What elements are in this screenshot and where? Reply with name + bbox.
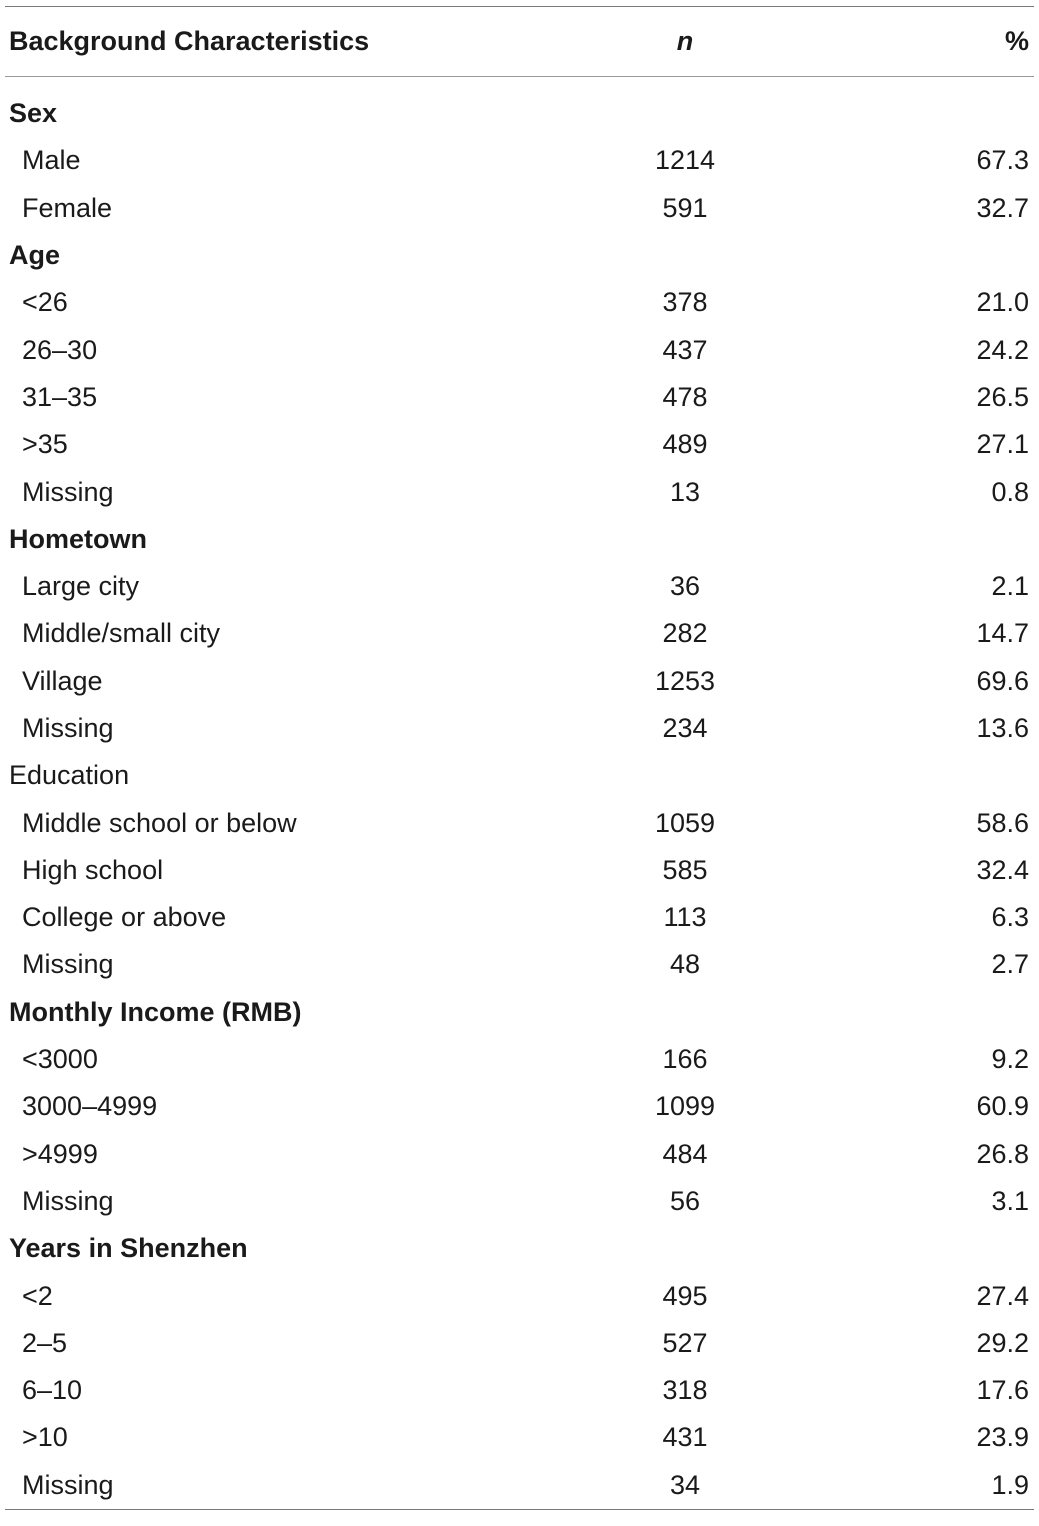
row-n-value: 1253 bbox=[654, 665, 716, 696]
row-percent-value: 14.7 bbox=[976, 618, 1029, 649]
row-label: <26 bbox=[22, 287, 68, 318]
table-row bbox=[5, 326, 1034, 373]
table-header-rule bbox=[5, 76, 1034, 77]
row-percent-value: 1.9 bbox=[991, 1469, 1029, 1500]
table-row bbox=[5, 847, 1034, 894]
characteristics-table bbox=[5, 6, 1034, 1510]
row-percent-value: 27.1 bbox=[976, 429, 1029, 460]
row-label: Middle school or below bbox=[22, 807, 297, 838]
row-percent-value: 58.6 bbox=[976, 807, 1029, 838]
row-percent-value: 60.9 bbox=[976, 1091, 1029, 1122]
row-label: >10 bbox=[22, 1422, 68, 1453]
table-row bbox=[5, 799, 1034, 846]
row-label: Large city bbox=[22, 571, 140, 602]
row-percent-value: 2.1 bbox=[991, 571, 1029, 602]
table-row bbox=[5, 1036, 1034, 1083]
row-label: Missing bbox=[22, 949, 114, 980]
row-percent-value: 3.1 bbox=[991, 1185, 1029, 1216]
row-percent-value: 29.2 bbox=[976, 1327, 1029, 1358]
table-row bbox=[5, 1272, 1034, 1319]
row-percent-value: 32.4 bbox=[976, 854, 1029, 885]
row-n-value: 495 bbox=[662, 1280, 708, 1311]
group-title: Hometown bbox=[9, 523, 147, 554]
table-row bbox=[5, 1414, 1034, 1461]
row-label: College or above bbox=[22, 902, 227, 933]
row-n-value: 591 bbox=[662, 192, 708, 223]
header-background-characteristics: Background Characteristics bbox=[9, 26, 370, 56]
row-label: <3000 bbox=[22, 1044, 98, 1075]
row-label: Village bbox=[22, 665, 103, 696]
group-title-row bbox=[5, 516, 1034, 563]
row-n-value: 318 bbox=[662, 1375, 708, 1406]
row-label: >4999 bbox=[22, 1138, 98, 1169]
row-percent-value: 27.4 bbox=[976, 1280, 1029, 1311]
row-label: Female bbox=[22, 192, 113, 223]
table-bottom-rule bbox=[5, 1509, 1034, 1510]
row-n-value: 113 bbox=[663, 902, 707, 933]
row-label: Male bbox=[22, 145, 81, 176]
row-label: 26–30 bbox=[22, 334, 98, 365]
row-percent-value: 24.2 bbox=[976, 334, 1029, 365]
row-n-value: 431 bbox=[662, 1422, 708, 1453]
row-n-value: 527 bbox=[662, 1327, 708, 1358]
row-percent-value: 6.3 bbox=[991, 902, 1029, 933]
row-label: 6–10 bbox=[22, 1375, 83, 1406]
group-title: Years in Shenzhen bbox=[9, 1233, 248, 1264]
row-n-value: 1099 bbox=[654, 1091, 716, 1122]
table-body bbox=[5, 90, 1034, 1509]
table-row bbox=[5, 563, 1034, 610]
table-row bbox=[5, 137, 1034, 184]
row-label: Missing bbox=[22, 1185, 114, 1216]
table-row bbox=[5, 1178, 1034, 1225]
table-row bbox=[5, 1083, 1034, 1130]
row-n-value: 378 bbox=[662, 287, 708, 318]
row-percent-value: 26.8 bbox=[976, 1138, 1029, 1169]
row-n-value: 1059 bbox=[654, 807, 716, 838]
group-title: Age bbox=[9, 240, 61, 271]
group-title: Education bbox=[9, 760, 130, 791]
table-row bbox=[5, 1320, 1034, 1367]
row-percent-value: 0.8 bbox=[991, 476, 1029, 507]
table-row bbox=[5, 1131, 1034, 1178]
header-n: n bbox=[676, 26, 694, 56]
group-title-row bbox=[5, 232, 1034, 279]
row-n-value: 437 bbox=[662, 334, 708, 365]
row-percent-value: 13.6 bbox=[976, 713, 1029, 743]
group-title-row bbox=[5, 1225, 1034, 1272]
row-n-value: 585 bbox=[662, 854, 708, 885]
row-percent-value: 9.2 bbox=[991, 1044, 1029, 1075]
row-label: 31–35 bbox=[22, 381, 98, 412]
row-n-value: 1214 bbox=[654, 145, 716, 176]
table-row bbox=[5, 894, 1034, 941]
table-row bbox=[5, 941, 1034, 988]
table-header-row bbox=[5, 7, 1034, 76]
row-label: High school bbox=[22, 854, 164, 885]
group-title: Monthly Income (RMB) bbox=[9, 996, 302, 1027]
row-n-value: 478 bbox=[662, 381, 708, 412]
row-label: <2 bbox=[22, 1280, 53, 1311]
row-label: 3000–4999 bbox=[22, 1091, 158, 1122]
table-row bbox=[5, 705, 1034, 752]
row-percent-value: 17.6 bbox=[976, 1375, 1029, 1406]
row-n-value: 56 bbox=[669, 1185, 701, 1216]
row-n-value: 48 bbox=[669, 949, 701, 980]
row-n-value: 489 bbox=[662, 429, 708, 460]
table-row bbox=[5, 1367, 1034, 1414]
row-label: >35 bbox=[22, 429, 68, 460]
group-title: Sex bbox=[9, 98, 58, 129]
row-n-value: 36 bbox=[669, 571, 701, 602]
row-n-value: 13 bbox=[669, 476, 701, 507]
row-percent-value: 67.3 bbox=[976, 145, 1029, 176]
row-n-value: 484 bbox=[662, 1138, 708, 1169]
row-percent-value: 32.7 bbox=[976, 192, 1029, 223]
row-label: 2–5 bbox=[22, 1327, 68, 1358]
group-title-row bbox=[5, 752, 1034, 799]
row-label: Missing bbox=[22, 476, 114, 507]
table-row bbox=[5, 374, 1034, 421]
table-row bbox=[5, 185, 1034, 232]
row-n-value: 234 bbox=[662, 713, 708, 743]
table-row bbox=[5, 1462, 1034, 1509]
table-row bbox=[5, 279, 1034, 326]
row-label: Missing bbox=[22, 1469, 114, 1500]
row-percent-value: 26.5 bbox=[976, 381, 1029, 412]
header-percent: % bbox=[1004, 26, 1029, 56]
row-n-value: 166 bbox=[662, 1044, 708, 1075]
row-percent-value: 69.6 bbox=[976, 665, 1029, 696]
group-title-row bbox=[5, 989, 1034, 1036]
group-title-row bbox=[5, 90, 1034, 137]
row-percent-value: 23.9 bbox=[976, 1422, 1029, 1453]
row-label: Middle/small city bbox=[22, 618, 221, 649]
table-row bbox=[5, 610, 1034, 657]
row-label: Missing bbox=[22, 713, 114, 743]
row-percent-value: 2.7 bbox=[991, 949, 1029, 980]
table-row bbox=[5, 468, 1034, 515]
table-row bbox=[5, 421, 1034, 468]
row-n-value: 34 bbox=[669, 1469, 701, 1500]
row-n-value: 282 bbox=[662, 618, 708, 649]
row-percent-value: 21.0 bbox=[976, 287, 1029, 318]
table-row bbox=[5, 658, 1034, 705]
